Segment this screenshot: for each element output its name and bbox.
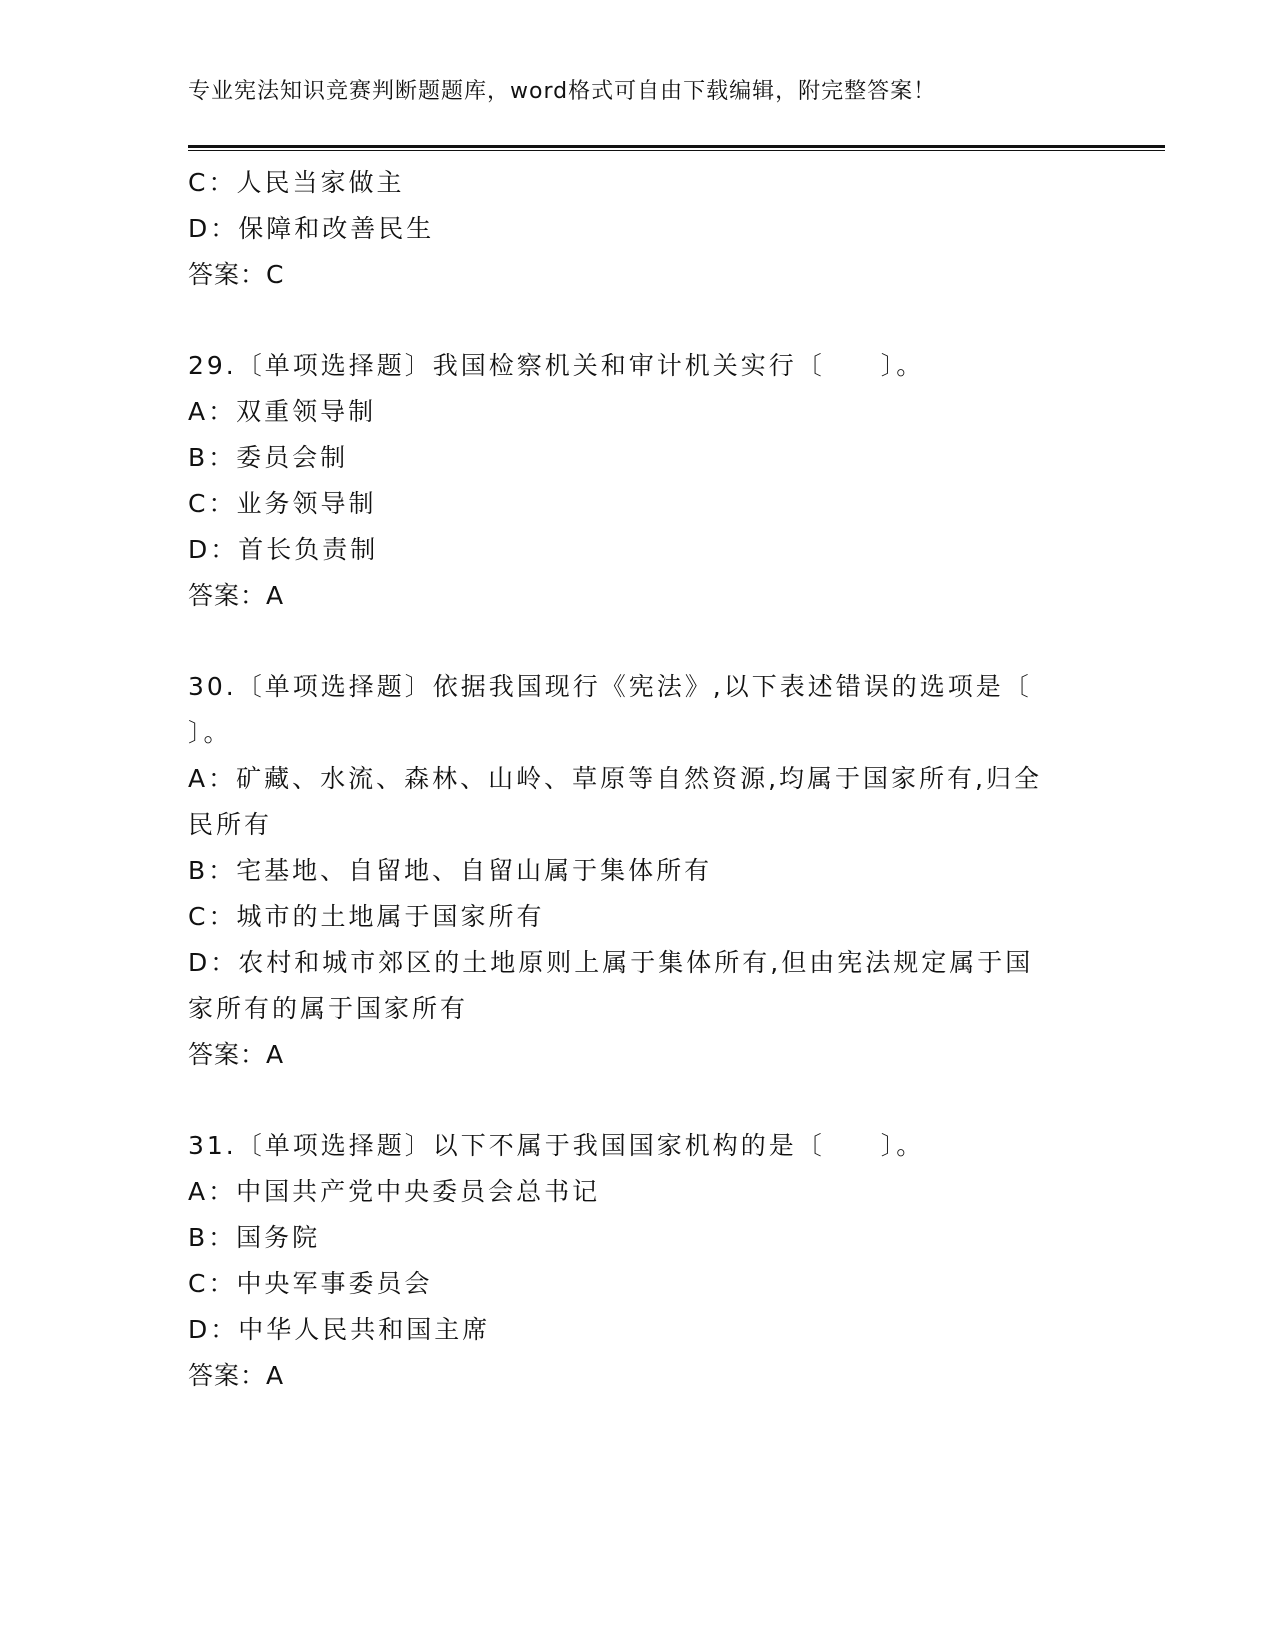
- option-b: B：委员会制: [188, 443, 349, 472]
- option-b: B：宅基地、自留地、自留山属于集体所有: [188, 856, 713, 885]
- header-divider: [188, 145, 1165, 148]
- question-text-continued: 〕。: [188, 718, 232, 747]
- option-a: A：双重领导制: [188, 397, 377, 426]
- header-divider-thin: [188, 150, 1165, 151]
- option-b: B：国务院: [188, 1223, 321, 1252]
- question-31: [188, 1123, 1088, 1399]
- question-29: [188, 343, 1088, 619]
- question-30: [188, 664, 1088, 1078]
- carryover-block: [188, 160, 1088, 298]
- option-d: D：首长负责制: [188, 535, 379, 564]
- page-header: 专业宪法知识竞赛判断题题库，word格式可自由下载编辑，附完整答案！: [188, 79, 937, 104]
- option-d: D：保障和改善民生: [188, 214, 435, 243]
- option-a: A：矿藏、水流、森林、山岭、草原等自然资源,均属于国家所有,归全: [188, 764, 1042, 793]
- question-text: 30.〔单项选择题〕依据我国现行《宪法》,以下表述错误的选项是〔: [188, 672, 1032, 701]
- option-a: A：中国共产党中央委员会总书记: [188, 1177, 601, 1206]
- answer-line: 答案：C: [188, 260, 285, 289]
- question-text: 29.〔单项选择题〕我国检察机关和审计机关实行〔 〕。: [188, 351, 925, 380]
- option-c: C：人民当家做主: [188, 168, 405, 197]
- question-list: [188, 160, 1088, 1399]
- option-d: D：中华人民共和国主席: [188, 1315, 491, 1344]
- answer-line: 答案：A: [188, 581, 285, 610]
- answer-line: 答案：A: [188, 1361, 285, 1390]
- option-c: C：中央军事委员会: [188, 1269, 433, 1298]
- answer-line: 答案：A: [188, 1040, 285, 1069]
- option-d-continued: 家所有的属于国家所有: [188, 994, 469, 1023]
- option-c: C：城市的土地属于国家所有: [188, 902, 545, 931]
- question-text: 31.〔单项选择题〕以下不属于我国国家机构的是〔 〕。: [188, 1131, 925, 1160]
- option-c: C：业务领导制: [188, 489, 377, 518]
- option-d: D：农村和城市郊区的土地原则上属于集体所有,但由宪法规定属于国: [188, 948, 1034, 977]
- option-a-continued: 民所有: [188, 810, 273, 839]
